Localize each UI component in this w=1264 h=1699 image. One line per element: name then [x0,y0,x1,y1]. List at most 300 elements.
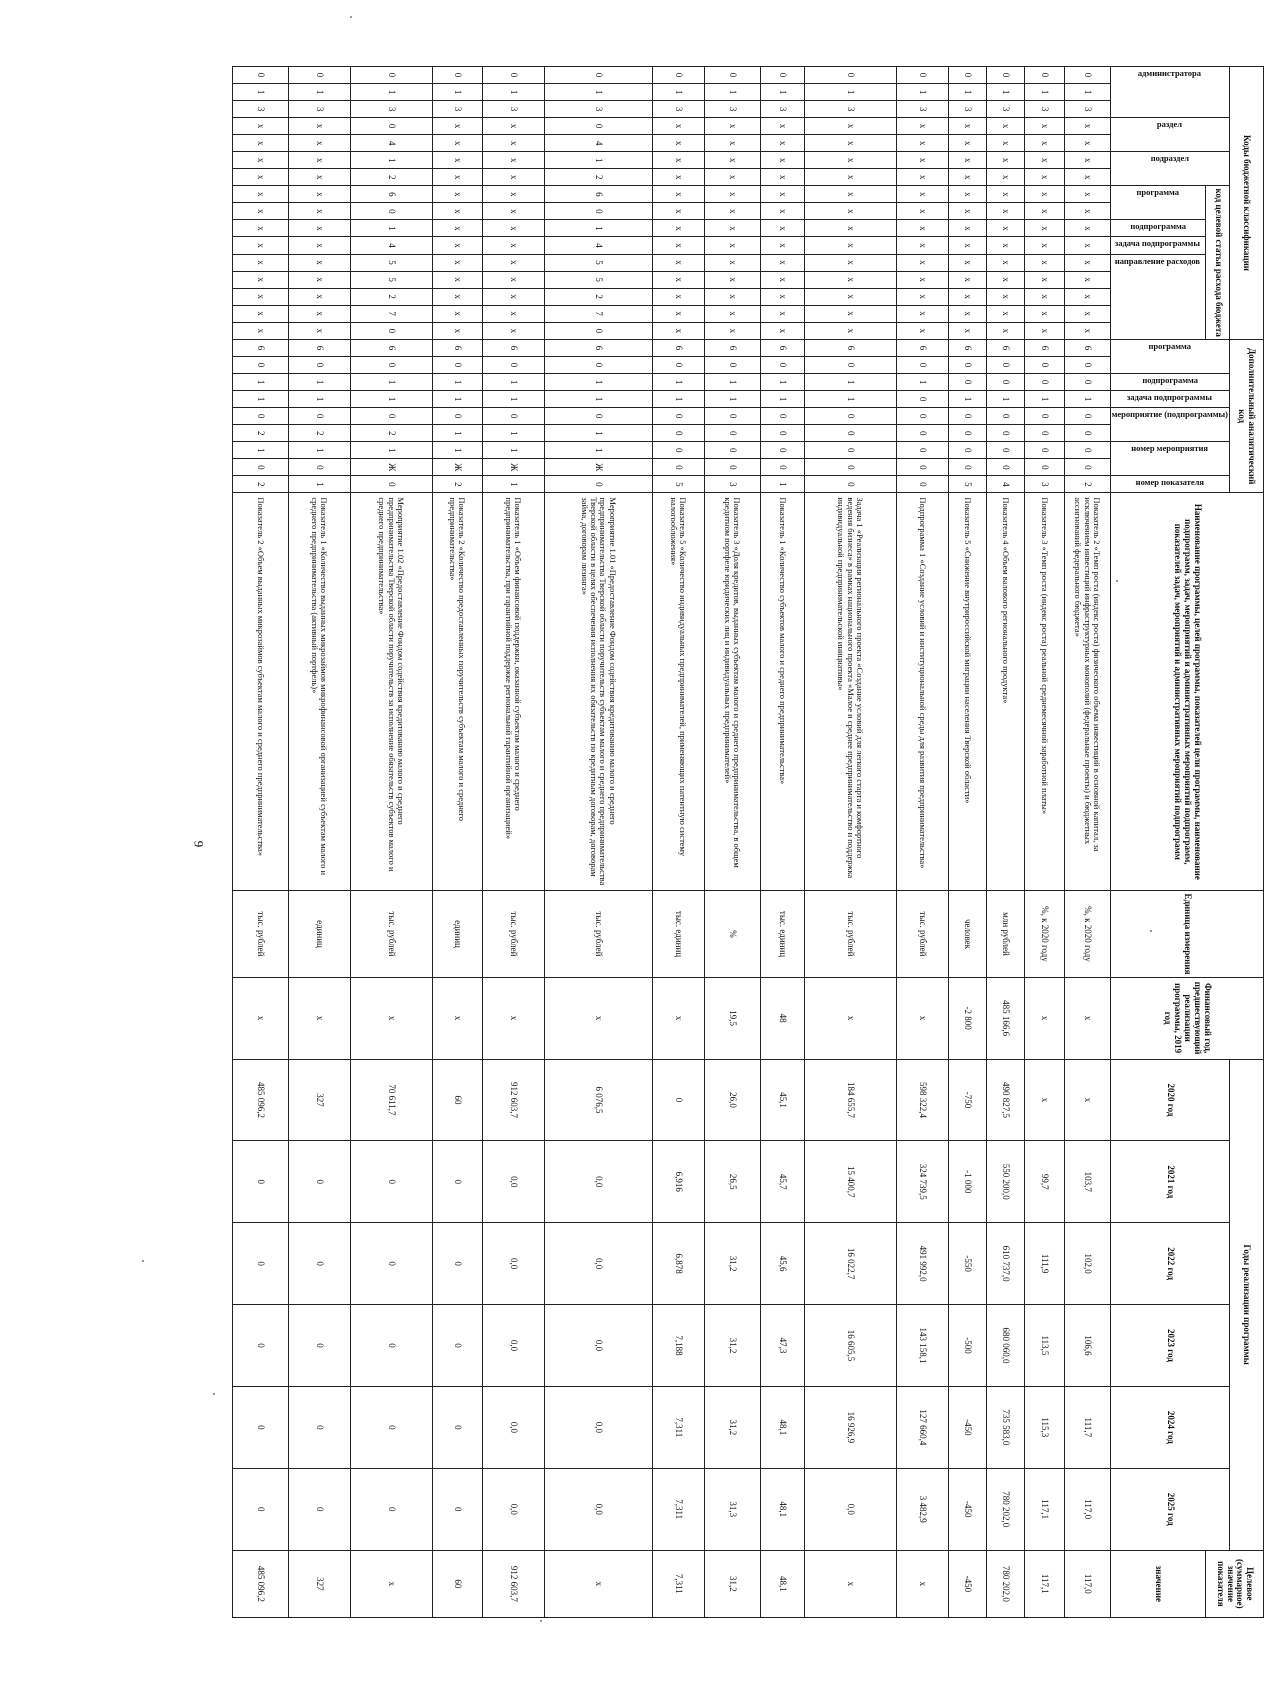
row-year-value-cell: 0,0 [544,1223,652,1305]
row-year-value-cell: 7,188 [652,1305,704,1387]
row-name-cell: Подпрограмма 1 «Создание условий и институциональной среды для развития предпринимательства» [896,493,948,891]
analytic-code-cell: 1 [544,442,652,459]
analytic-code-cell: 6 [482,339,544,356]
row-year-value-cell: 16 926,9 [804,1386,896,1468]
program-code-cell: х [482,186,544,203]
row-name-cell: Показатель 2 «Количество предоставленных поручительств субъектам малого и среднего предпринимательства» [432,493,482,891]
header-year-2020: 2020 год [1110,1059,1229,1141]
row-name-cell: Показатель 2 «Объем выданных микрозаймов субъектам малого и среднего предпринимательства» [232,493,288,891]
analytic-code-cell: 0 [288,408,350,425]
subsection-code-cell: х [804,152,896,169]
row-year-value-cell: 6 076,5 [544,1059,652,1141]
row-unit-cell: %, к 2020 году [1064,891,1110,977]
row-year-value-cell: 0 [350,1386,432,1468]
analytic-code-cell: 1 [896,374,948,391]
row-base-year-cell: х [544,977,652,1059]
row-unit-cell: % [704,891,760,977]
row-year-value-cell: 3 482,9 [896,1468,948,1550]
section-code-cell: х [760,135,804,152]
row-target-cell: х [350,1550,432,1617]
header-program: программа [1136,187,1180,198]
row-year-value-cell: -450 [948,1386,986,1468]
analytic-code-cell: 0 [704,425,760,442]
subprogram-code-cell: х [1024,220,1064,237]
row-year-value-cell: 0 [350,1141,432,1223]
table-row [1064,67,1110,1618]
analytic-code-cell: 0 [704,357,760,374]
analytic-code-cell: 6 [760,339,804,356]
expense-code-cell: х [1064,322,1110,339]
subsection-code-cell: х [704,152,760,169]
analytic-code-cell: 1 [482,425,544,442]
subsection-code-cell: х [948,169,986,186]
section-code-cell: 4 [350,135,432,152]
subprogram-code-cell: х [288,220,350,237]
admin-code-cell: 1 [1024,84,1064,101]
row-year-value-cell: 60 [432,1059,482,1141]
row-year-value-cell: 0,0 [482,1141,544,1223]
header-section: раздел [1157,119,1183,130]
subsection-code-cell: х [1064,152,1110,169]
expense-code-cell: х [482,288,544,305]
row-year-value-cell: 48,1 [760,1386,804,1468]
program-code-cell: х [986,203,1024,220]
analytic-code-cell: 1 [1064,391,1110,408]
subsection-code-cell: х [288,169,350,186]
program-code-cell: х [652,186,704,203]
section-code-cell: х [232,135,288,152]
program-code-cell: х [1064,203,1110,220]
analytic-code-cell: 2 [350,425,432,442]
subsection-code-cell: х [896,152,948,169]
analytic-code-cell: 0 [760,425,804,442]
analytic-code-cell: 1 [482,391,544,408]
expense-code-cell: х [986,322,1024,339]
expense-code-cell: х [986,288,1024,305]
subprogram-code-cell: 1 [350,220,432,237]
admin-code-cell: 0 [896,67,948,84]
task-code-cell: х [760,237,804,254]
task-code-cell: х [804,237,896,254]
analytic-code-cell: 6 [704,339,760,356]
table-row [288,67,350,1618]
expense-code-cell: 2 [544,288,652,305]
row-unit-cell: млн рублей [986,891,1024,977]
row-unit-cell: тыс. рублей [232,891,288,977]
analytic-code-cell: 0 [804,459,896,476]
header-name: Наименование программы, целей программы, показателей цели программы, наименование подпрограмм, задач, мероприятий и административных мероприятий подпрограмм, показателей задач, мероприятий и административных мероприятий подпрограмм [1110,493,1263,891]
admin-code-cell: 0 [986,67,1024,84]
row-unit-cell: тыс. рублей [350,891,432,977]
row-year-value-cell: 7,311 [652,1468,704,1550]
expense-code-cell: х [948,288,986,305]
expense-code-cell: 5 [544,271,652,288]
analytic-code-cell: 0 [432,357,482,374]
row-year-value-cell: 550 200,0 [986,1141,1024,1223]
row-year-value-cell: 115,3 [1024,1386,1064,1468]
analytic-code-cell: 0 [350,408,432,425]
row-target-cell: х [896,1550,948,1617]
admin-code-cell: 3 [232,101,288,118]
subprogram-code-cell: х [986,220,1024,237]
analytic-code-cell: 0 [896,459,948,476]
row-unit-cell: %, к 2020 году [1024,891,1064,977]
analytic-code-cell: 1 [432,391,482,408]
subsection-code-cell: х [760,152,804,169]
expense-code-cell: х [804,288,896,305]
analytic-code-cell: 0 [896,391,948,408]
analytic-code-cell: 0 [948,459,986,476]
expense-code-cell: 5 [544,254,652,271]
row-year-value-cell: 327 [288,1059,350,1141]
row-base-year-cell: х [232,977,288,1059]
table-row [350,67,432,1618]
section-code-cell: х [1064,135,1110,152]
task-code-cell: 4 [350,237,432,254]
task-code-cell: х [482,237,544,254]
analytic-code-cell: 0 [896,425,948,442]
admin-code-cell: 1 [948,84,986,101]
analytic-code-cell: 1 [652,374,704,391]
analytic-code-cell: 1 [704,374,760,391]
section-code-cell: х [986,118,1024,135]
row-year-value-cell: 117,1 [1024,1468,1064,1550]
admin-code-cell: 3 [288,101,350,118]
expense-code-cell: х [232,322,288,339]
row-year-value-cell: 0,0 [482,1305,544,1387]
analytic-code-cell: 0 [1064,374,1110,391]
row-name-cell: Показатель 5 «Снижение внутрироссийской миграции населения Тверской области» [948,493,986,891]
analytic-code-cell: 0 [232,357,288,374]
analytic-code-cell: 1 [232,391,288,408]
analytic-code-cell: 1 [350,374,432,391]
program-code-cell: х [896,186,948,203]
analytic-code-cell: 4 [986,476,1024,493]
expense-code-cell: х [1024,305,1064,322]
expense-code-cell: х [896,254,948,271]
program-code-cell: х [986,186,1024,203]
table-row [652,67,704,1618]
row-year-value-cell: 0 [432,1305,482,1387]
row-year-value-cell: -550 [948,1223,986,1305]
analytic-code-cell: 2 [232,425,288,442]
expense-code-cell: х [288,305,350,322]
row-year-value-cell: 103,7 [1064,1141,1110,1223]
row-target-cell: -450 [948,1550,986,1617]
row-year-value-cell: 324 739,5 [896,1141,948,1223]
row-year-value-cell: 16 022,7 [804,1223,896,1305]
analytic-code-cell: 0 [482,357,544,374]
row-year-value-cell: 117,0 [1064,1468,1110,1550]
admin-code-cell: 1 [482,84,544,101]
program-code-cell: 6 [350,186,432,203]
analytic-code-cell: Ж [482,459,544,476]
expense-code-cell: х [804,254,896,271]
analytic-code-cell: 0 [652,425,704,442]
header-years-group: Годы реализации программы [1230,1059,1264,1550]
analytic-code-cell: 1 [288,442,350,459]
program-code-cell: х [652,203,704,220]
analytic-code-cell: 6 [652,339,704,356]
analytic-code-cell: 0 [896,408,948,425]
section-code-cell: х [652,118,704,135]
row-year-value-cell: 0,0 [482,1223,544,1305]
subsection-code-cell: 2 [350,169,432,186]
analytic-code-cell: 0 [896,476,948,493]
row-base-year-cell: х [804,977,896,1059]
analytic-code-cell: Ж [544,459,652,476]
analytic-code-cell: 2 [232,476,288,493]
analytic-code-cell: 0 [288,357,350,374]
subsection-code-cell: х [986,152,1024,169]
admin-code-cell: 0 [482,67,544,84]
subsection-code-cell: х [482,169,544,186]
analytic-code-cell: 0 [1024,357,1064,374]
row-unit-cell: тыс. рублей [804,891,896,977]
table-row [704,67,760,1618]
analytic-code-cell: 0 [986,425,1024,442]
analytic-code-cell: 0 [948,408,986,425]
row-year-value-cell: 0 [652,1059,704,1141]
row-name-cell: Задача 1 «Реализация регионального проекта «Создание условий для легкого старта и комфортного ведения бизнеса» в рамках национального проекта «Малое и среднее предпринимательство и поддержка индивидуальной предпринимательской инициативы» [804,493,896,891]
analytic-code-cell: 0 [1064,459,1110,476]
expense-code-cell: х [652,254,704,271]
analytic-code-cell: 0 [986,459,1024,476]
row-base-year-cell: х [482,977,544,1059]
subsection-code-cell: х [232,152,288,169]
row-year-value-cell: 7,311 [652,1386,704,1468]
section-code-cell: х [704,118,760,135]
analytic-code-cell: 0 [652,408,704,425]
expense-code-cell: х [652,271,704,288]
analytic-code-cell: 0 [1024,408,1064,425]
program-code-cell: х [432,203,482,220]
header-target-value: значение [1110,1550,1206,1617]
section-code-cell: х [482,118,544,135]
scan-speck [1150,930,1152,932]
analytic-code-cell: 5 [652,476,704,493]
expense-code-cell: х [1064,305,1110,322]
subsection-code-cell: х [1024,152,1064,169]
row-year-value-cell: -750 [948,1059,986,1141]
analytic-code-cell: 1 [350,391,432,408]
analytic-code-cell: 0 [350,476,432,493]
analytic-code-cell: 6 [1064,339,1110,356]
expense-code-cell: 0 [350,322,432,339]
task-code-cell: х [986,237,1024,254]
admin-code-cell: 3 [1024,101,1064,118]
analytic-code-cell: 1 [760,391,804,408]
row-year-value-cell: 0 [432,1141,482,1223]
header-target-article: код целевой статьи расхода бюджета [1206,186,1230,340]
expense-code-cell: х [704,322,760,339]
subsection-code-cell: х [432,169,482,186]
row-target-cell: 117,0 [1064,1550,1110,1617]
subsection-code-cell: х [896,169,948,186]
scan-speck [213,1393,215,1395]
row-year-value-cell: 70 611,7 [350,1059,432,1141]
row-base-year-cell: 19,5 [704,977,760,1059]
subprogram-code-cell: х [804,220,896,237]
analytic-code-cell: 1 [760,374,804,391]
section-code-cell: 0 [350,118,432,135]
analytic-code-cell: 1 [288,374,350,391]
row-name-cell: Показатель 3 «Темп роста (индекс роста) реальной среднемесячной заработной платы» [1024,493,1064,891]
analytic-code-cell: 6 [232,339,288,356]
analytic-code-cell: 0 [350,357,432,374]
row-year-value-cell: 31,2 [704,1386,760,1468]
subprogram-code-cell: х [948,220,986,237]
expense-code-cell: х [288,271,350,288]
row-name-cell: Мероприятие 1.01 «Предоставление Фондом содействия кредитованию малого и среднего предпринимательства Тверской области поручительств субъектам малого и среднего предпринимательства Тверской области в целях обеспечения исполнения их обязательств по кредитным договорам, договорам займа, договорам лизинга» [544,493,652,891]
row-year-value-cell: 15 400,7 [804,1141,896,1223]
expense-code-cell: х [482,305,544,322]
analytic-code-cell: 0 [804,357,896,374]
scan-speck [540,1620,542,1622]
admin-code-cell: 0 [760,67,804,84]
expense-code-cell: х [760,288,804,305]
program-code-cell: х [288,203,350,220]
admin-code-cell: 0 [432,67,482,84]
section-code-cell: х [896,118,948,135]
row-name-cell: Показатель 4 «Объем валового регионального продукта» [986,493,1024,891]
row-unit-cell: единиц [288,891,350,977]
expense-code-cell: х [232,305,288,322]
header-program-direction: задача подпрограммы [1115,238,1201,249]
analytic-code-cell: 1 [704,391,760,408]
table-row [760,67,804,1618]
expense-code-cell: х [288,322,350,339]
row-year-value-cell: 6,916 [652,1141,704,1223]
section-code-cell: х [232,118,288,135]
expense-code-cell: х [896,288,948,305]
analytic-code-cell: 0 [652,442,704,459]
row-year-value-cell: 99,7 [1024,1141,1064,1223]
row-unit-cell: тыс. рублей [544,891,652,977]
admin-code-cell: 0 [350,67,432,84]
row-base-year-cell: х [652,977,704,1059]
expense-code-cell: х [482,271,544,288]
row-year-value-cell: 0,0 [544,1141,652,1223]
analytic-code-cell: 0 [288,459,350,476]
row-year-value-cell: 0 [288,1141,350,1223]
row-name-cell: Показатель 2 «Темп роста (индекс роста) физического объема инвестиций в основной капитал, за исключением инвестиций инфраструктурных монополий (федеральные проекты) и бюджетных ассигнований федерального бюджета» [1064,493,1110,891]
task-code-cell: х [896,237,948,254]
analytic-code-cell: 0 [652,459,704,476]
subprogram-code-cell: х [482,220,544,237]
row-unit-cell: тыс. рублей [896,891,948,977]
page-number: 9 [191,840,207,848]
expense-code-cell: х [1064,288,1110,305]
subsection-code-cell: х [432,152,482,169]
analytic-code-cell: 2 [288,425,350,442]
expense-code-cell: х [760,271,804,288]
row-year-value-cell: -500 [948,1305,986,1387]
row-year-value-cell: 490 827,5 [986,1059,1024,1141]
subsection-code-cell: х [288,152,350,169]
subsection-code-cell: х [652,169,704,186]
expense-code-cell: х [704,254,760,271]
row-year-value-cell: 0 [432,1386,482,1468]
row-year-value-cell: 6,878 [652,1223,704,1305]
analytic-code-cell: 6 [986,339,1024,356]
admin-code-cell: 3 [704,101,760,118]
analytic-code-cell: 0 [1024,374,1064,391]
task-code-cell: х [232,237,288,254]
analytic-code-cell: 0 [760,442,804,459]
row-year-value-cell: 0,0 [544,1386,652,1468]
row-year-value-cell: 31,2 [704,1305,760,1387]
program-code-cell: х [804,186,896,203]
expense-code-cell: х [804,271,896,288]
analytic-code-cell: 1 [760,476,804,493]
admin-code-cell: 1 [986,84,1024,101]
section-code-cell: х [896,135,948,152]
header-year-2023: 2023 год [1110,1305,1229,1387]
row-target-cell: 912 603,7 [482,1550,544,1617]
analytic-code-cell: 0 [704,459,760,476]
analytic-code-cell: 1 [544,391,652,408]
expense-code-cell: х [652,322,704,339]
row-year-value-cell: 0 [232,1141,288,1223]
admin-code-cell: 1 [432,84,482,101]
analytic-code-cell: 0 [432,408,482,425]
header-ac-activity-no: номер мероприятия [1131,443,1209,454]
row-year-value-cell: 111,9 [1024,1223,1064,1305]
row-target-cell: х [804,1550,896,1617]
row-year-value-cell: 780 202,0 [986,1468,1024,1550]
expense-code-cell: 5 [350,254,432,271]
header-target-group: Целевое (суммарное) значение показателя [1206,1550,1264,1617]
row-target-cell: 485 096,2 [232,1550,288,1617]
analytic-code-cell: 1 [482,476,544,493]
row-year-value-cell: х [1024,1059,1064,1141]
expense-code-cell: х [896,271,948,288]
subsection-code-cell: х [1024,169,1064,186]
section-code-cell: х [704,135,760,152]
analytic-code-cell: 1 [432,425,482,442]
row-year-value-cell: 0 [232,1468,288,1550]
admin-code-cell: 1 [288,84,350,101]
expense-code-cell: х [652,305,704,322]
admin-code-cell: 3 [544,101,652,118]
analytic-code-cell: 0 [704,408,760,425]
section-code-cell: 0 [544,118,652,135]
table-row [1024,67,1064,1618]
analytic-code-cell: 0 [652,357,704,374]
row-year-value-cell: 0,0 [544,1305,652,1387]
analytic-code-cell: 1 [544,425,652,442]
subprogram-code-cell: х [232,220,288,237]
admin-code-cell: 3 [350,101,432,118]
analytic-code-cell: 1 [948,391,986,408]
analytic-code-cell: 1 [1024,391,1064,408]
row-target-cell: 7,311 [652,1550,704,1617]
row-year-value-cell: 0,0 [482,1468,544,1550]
row-year-value-cell: 0 [288,1305,350,1387]
rotated-table-container [255,66,1264,1618]
program-code-cell: х [760,203,804,220]
expense-code-cell: х [432,322,482,339]
row-year-value-cell: 127 660,4 [896,1386,948,1468]
row-year-value-cell: 0 [232,1305,288,1387]
task-code-cell: х [704,237,760,254]
analytic-code-cell: 1 [652,391,704,408]
header-ac-indicator: номер показателя [1135,477,1204,488]
analytic-code-cell: 0 [948,374,986,391]
row-target-cell: 31,2 [704,1550,760,1617]
subprogram-code-cell: х [432,220,482,237]
